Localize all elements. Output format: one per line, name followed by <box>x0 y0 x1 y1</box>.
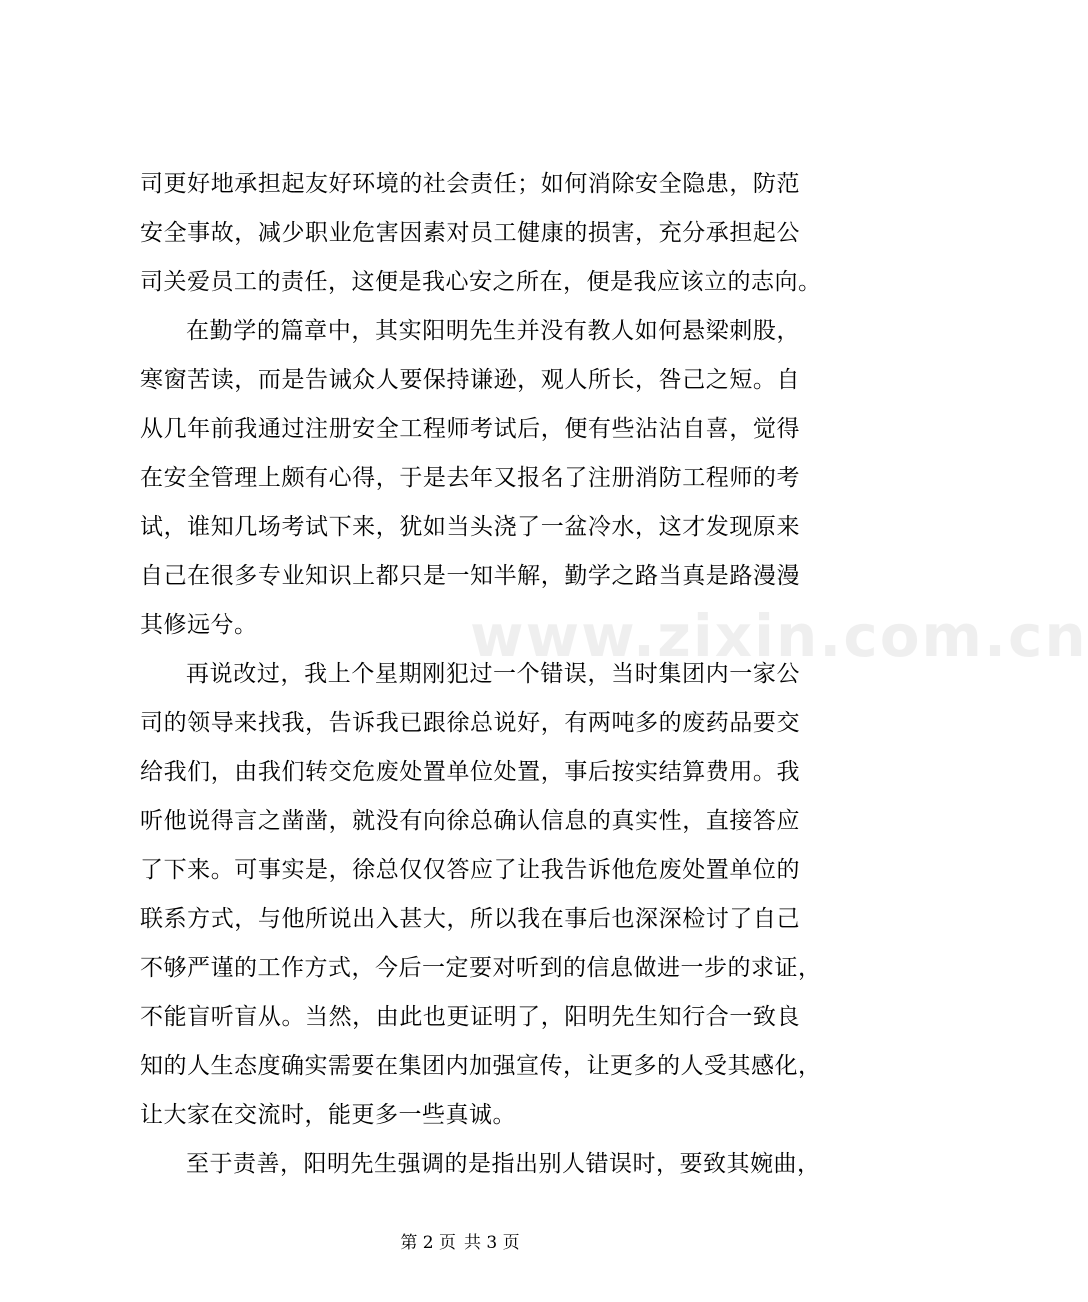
text-line: 不能盲听盲从。当然，由此也更证明了，阳明先生知行合一致良 <box>140 1004 800 1030</box>
text-line: 在勤学的篇章中，其实阳明先生并没有教人如何悬梁刺股， <box>186 318 800 344</box>
text-line: 再说改过，我上个星期刚犯过一个错误，当时集团内一家公 <box>186 661 800 687</box>
text-line: 自己在很多专业知识上都只是一知半解，勤学之路当真是路漫漫 <box>140 563 800 589</box>
text-line: 不够严谨的工作方式，今后一定要对听到的信息做进一步的求证， <box>140 955 822 981</box>
text-line: 知的人生态度确实需要在集团内加强宣传，让更多的人受其感化， <box>140 1053 822 1079</box>
text-line: 从几年前我通过注册安全工程师考试后，便有些沾沾自喜，觉得 <box>140 416 800 442</box>
text-line: 联系方式，与他所说出入甚大，所以我在事后也深深检讨了自己 <box>140 906 800 932</box>
page-total: 共 3 页 <box>464 1233 520 1253</box>
body-text <box>140 160 822 1189</box>
text-line: 司的领导来找我，告诉我已跟徐总说好，有两吨多的废药品要交 <box>140 710 800 736</box>
page-footer <box>0 1228 920 1253</box>
watermark: www.zixin.com.cn <box>470 602 1088 670</box>
text-line: 安全事故，减少职业危害因素对员工健康的损害，充分承担起公 <box>140 220 800 246</box>
text-line: 寒窗苦读，而是告诫众人要保持谦逊，观人所长，咎己之短。自 <box>140 367 800 393</box>
text-line: 了下来。可事实是，徐总仅仅答应了让我告诉他危废处置单位的 <box>140 857 800 883</box>
page-number: 第 2 页 <box>400 1233 456 1253</box>
text-line: 在安全管理上颇有心得，于是去年又报名了注册消防工程师的考 <box>140 465 800 491</box>
text-line: 听他说得言之凿凿，就没有向徐总确认信息的真实性，直接答应 <box>140 808 800 834</box>
text-line: 其修远兮。 <box>140 612 258 638</box>
text-line: 司更好地承担起友好环境的社会责任；如何消除安全隐患，防范 <box>140 171 800 197</box>
text-line: 让大家在交流时，能更多一些真诚。 <box>140 1102 516 1128</box>
text-line: 试，谁知几场考试下来，犹如当头浇了一盆冷水，这才发现原来 <box>140 514 800 540</box>
text-line: 给我们，由我们转交危废处置单位处置，事后按实结算费用。我 <box>140 759 800 785</box>
text-line: 司关爱员工的责任，这便是我心安之所在，便是我应该立的志向。 <box>140 269 822 295</box>
text-line: 至于责善，阳明先生强调的是指出别人错误时，要致其婉曲， <box>186 1151 821 1177</box>
